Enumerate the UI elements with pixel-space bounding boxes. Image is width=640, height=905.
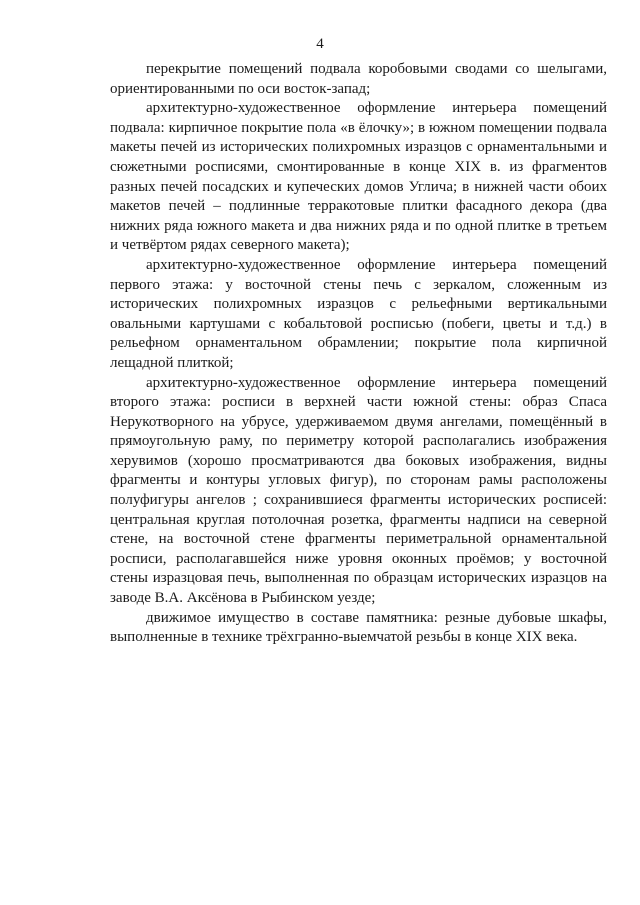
document-body <box>110 60 607 648</box>
paragraph-second-floor-interior: архитектурно-художественное оформление интерьера помещений второго этажа: росписи в верхней части южной стены: образ Спаса Нерукотворного на убрусе, удерживаемом двумя ангелами, помещённый в прямоугольную раму, по периметру которой располагались изображения херувимов (хорошо просматриваются два боковых изображения, видны фрагменты и контуры угловых фигур), по сторонам рамы расположены полуфигуры ангелов ; сохранившиеся фрагменты исторических росписей: центральная круглая потолочная розетка, фрагменты надписи на северной стене, на восточной стене фрагменты периметральной орнаментальной росписи, располагавшейся ниже уровня оконных проёмов; у восточной стены изразцовая печь, выполненная по образцам исторических изразцов на заводе В.А. Аксёнова в Рыбинском уезде; <box>110 374 607 607</box>
paragraph-first-floor-interior: архитектурно-художественное оформление интерьера помещений первого этажа: у восточной стены печь с зеркалом, сложенным из исторических полихромных изразцов с рельефными вертикальными овальными картушами с кобальтовой росписью (побеги, цветы и т.д.) в рельефном орнаментальном обрамлении; покрытие пола кирпичной лещадной плиткой; <box>110 256 607 371</box>
paragraph-movable-property: движимое имущество в составе памятника: резные дубовые шкафы, выполненные в технике трёхгранно-выемчатой резьбы в конце XIX века. <box>110 609 607 646</box>
page-number: 4 <box>316 36 324 52</box>
paragraph-basement-vaults: перекрытие помещений подвала коробовыми сводами со шелыгами, ориентированными по оси восток-запад; <box>110 61 607 97</box>
paragraph-basement-interior: архитектурно-художественное оформление интерьера помещений подвала: кирпичное покрытие пола «в ёлочку»; в южном помещении подвала макеты печей из исторических полихромных изразцов с орнаментальными и сюжетными росписями, смонтированные в конце XIX в. из фрагментов разных печей посадских и купеческих домов Углича; в нижней части обоих макетов печей – подлинные терракотовые плитки фасадного декора (два нижних ряда южного макета и два нижних ряда и по одной плитке в третьем и четвёртом рядах северного макета); <box>110 100 607 254</box>
